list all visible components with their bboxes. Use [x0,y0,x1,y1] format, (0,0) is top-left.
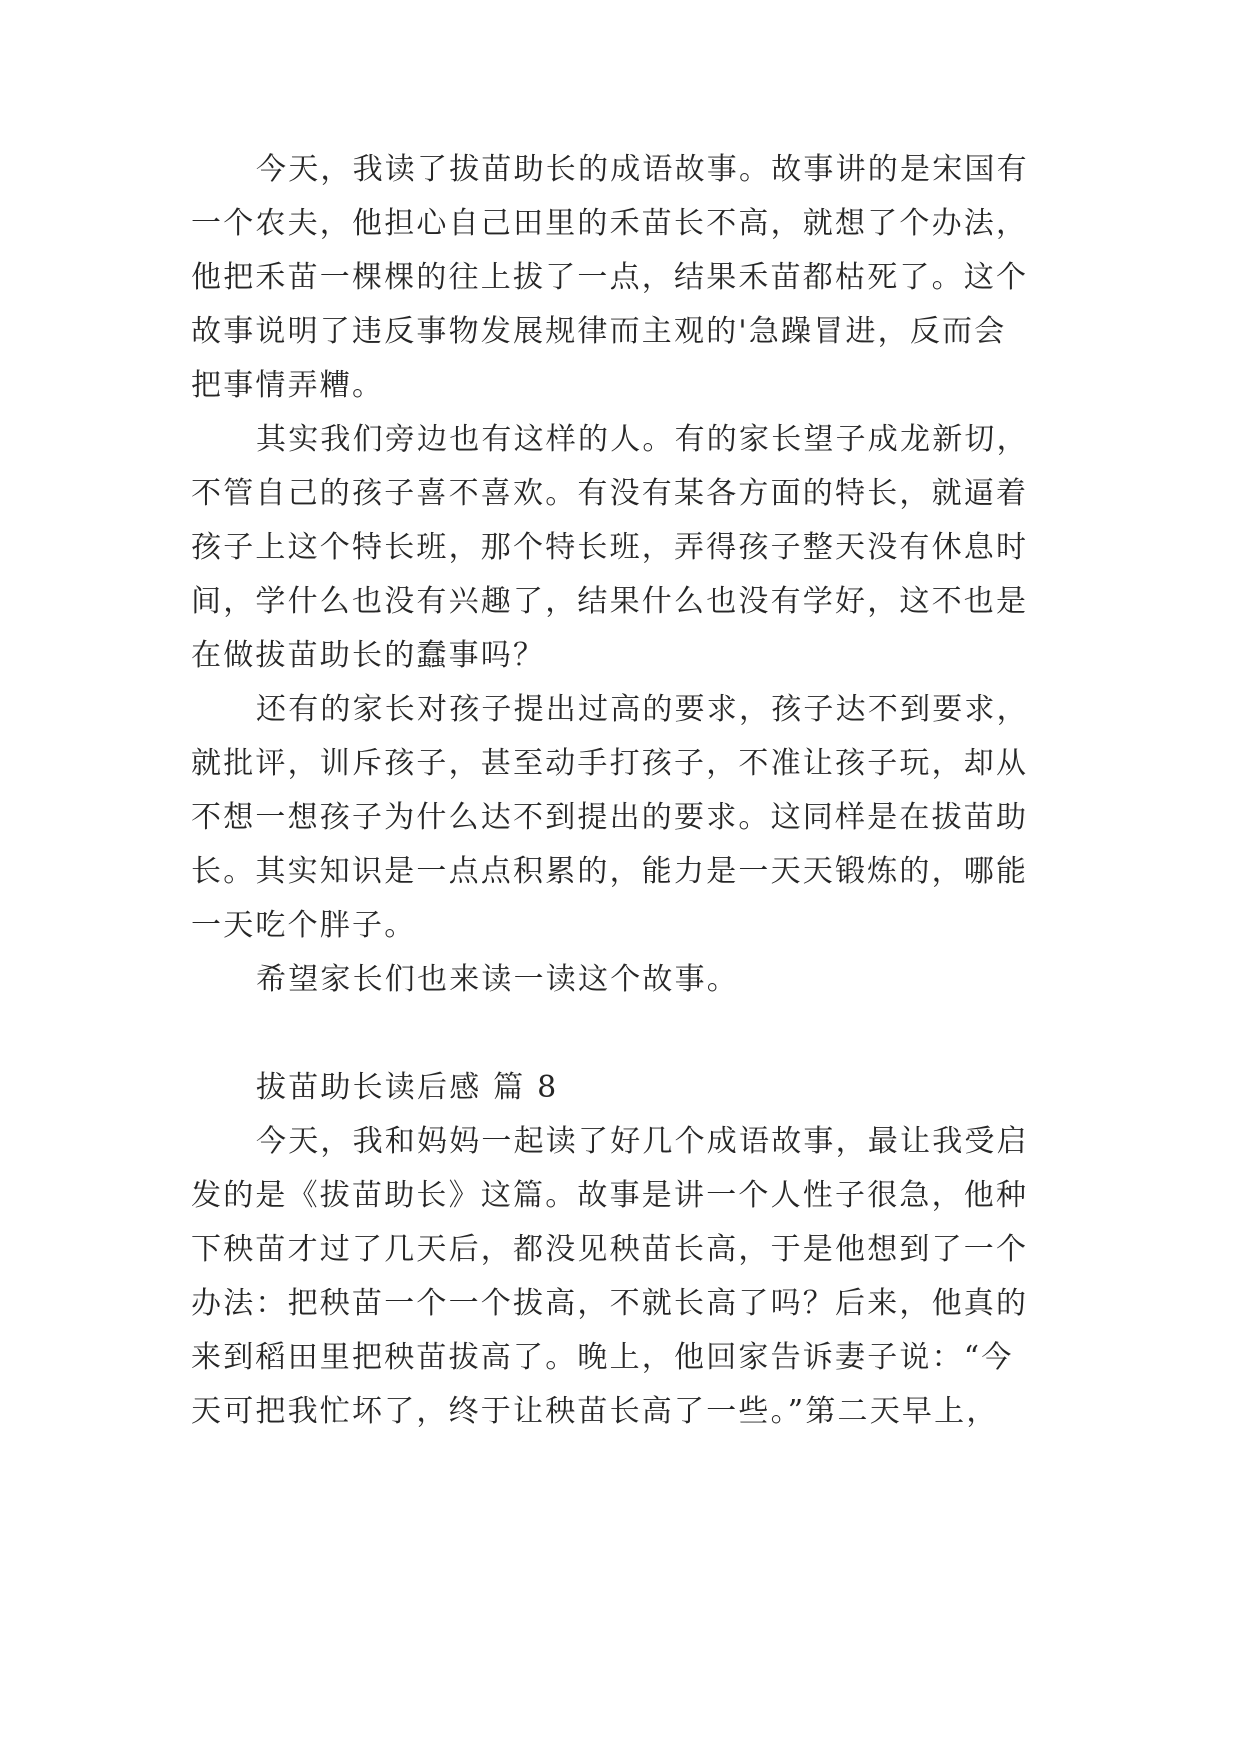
paragraph-1-line-1: 今天，我读了拔苗助长的成语故事。故事讲的是宋国有 [256,152,1029,187]
paragraph-2-line-1: 其实我们旁边也有这样的人。有的家长望子成龙新切， [256,422,1029,457]
section-paragraph-line-2: 发的是《拔苗助长》这篇。故事是讲一个人性子很急，他种 [191,1178,1029,1213]
section-heading: 拔苗助长读后感 篇 8 [256,1070,559,1105]
section-paragraph-line-3: 下秧苗才过了几天后，都没见秧苗长高，于是他想到了一个 [191,1232,1029,1267]
paragraph-2-line-5: 在做拔苗助长的蠢事吗？ [191,638,546,673]
paragraph-1-line-3: 他把禾苗一棵棵的往上拔了一点，结果禾苗都枯死了。这个 [191,260,1029,295]
section-paragraph-line-1: 今天，我和妈妈一起读了好几个成语故事，最让我受启 [256,1124,1029,1159]
paragraph-2-line-2: 不管自己的孩子喜不喜欢。有没有某各方面的特长，就逼着 [191,476,1029,511]
paragraph-3-line-4: 长。其实知识是一点点积累的，能力是一天天锻炼的，哪能 [191,854,1029,889]
paragraph-1-line-2: 一个农夫，他担心自己田里的禾苗长不高，就想了个办法， [191,206,1029,241]
paragraph-1-line-5: 把事情弄糟。 [191,368,385,403]
section-paragraph-line-4: 办法：把秧苗一个一个拔高，不就长高了吗？后来，他真的 [191,1286,1029,1321]
paragraph-3-line-2: 就批评，训斥孩子，甚至动手打孩子，不准让孩子玩，却从 [191,746,1029,781]
paragraph-3-line-1: 还有的家长对孩子提出过高的要求，孩子达不到要求， [256,692,1029,727]
paragraph-2-line-4: 间，学什么也没有兴趣了，结果什么也没有学好，这不也是 [191,584,1029,619]
paragraph-1-line-4: 故事说明了违反事物发展规律而主观的'急躁冒进，反而会 [191,314,1007,349]
paragraph-2-line-3: 孩子上这个特长班，那个特长班，弄得孩子整天没有休息时 [191,530,1029,565]
paragraph-3-line-3: 不想一想孩子为什么达不到提出的要求。这同样是在拔苗助 [191,800,1029,835]
paragraph-4-line-1: 希望家长们也来读一读这个故事。 [256,962,739,997]
section-paragraph-line-5: 来到稻田里把秧苗拔高了。晚上，他回家告诉妻子说：“今 [191,1340,1014,1375]
section-paragraph-line-6: 天可把我忙坏了，终于让秧苗长高了一些。”第二天早上， [191,1394,999,1429]
paragraph-3-line-5: 一天吃个胖子。 [191,908,417,943]
